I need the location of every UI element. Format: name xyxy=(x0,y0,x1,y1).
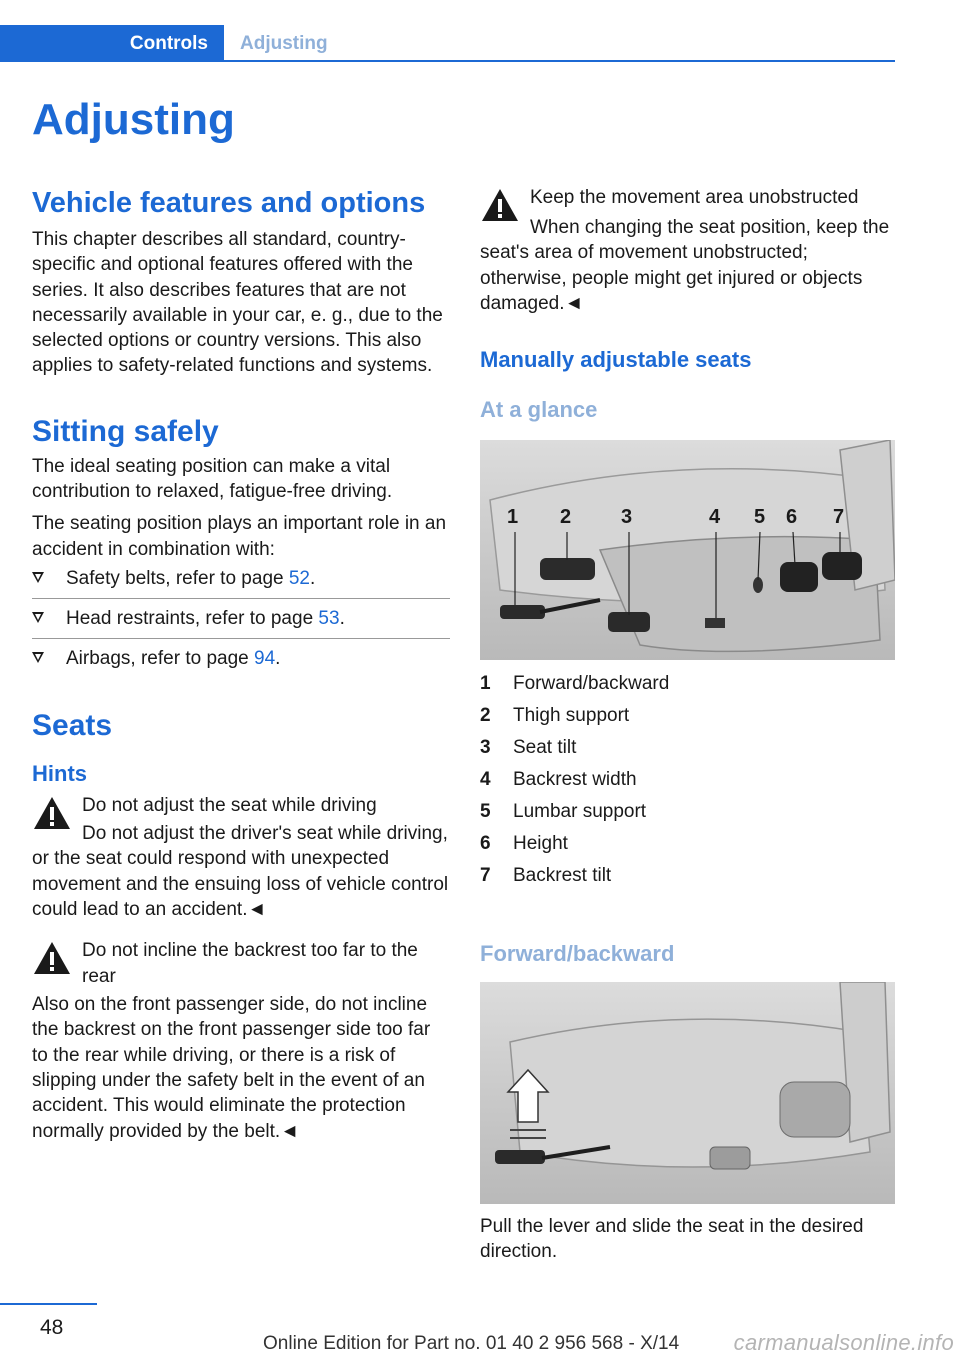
legend-item xyxy=(480,764,895,796)
page-link-53[interactable]: 53 xyxy=(318,607,340,629)
seat-illustration xyxy=(480,440,895,660)
legend-item xyxy=(480,700,895,732)
watermark: carmanualsonline.info xyxy=(733,1330,954,1355)
heading-hints: Hints xyxy=(32,760,87,786)
warning-title: Do not adjust the seat while driving xyxy=(82,794,377,816)
page-number: 48 xyxy=(40,1316,64,1339)
legend-label: Height xyxy=(513,833,568,855)
warning-triangle-icon xyxy=(32,940,72,976)
bullet-text: Head restraints, refer to page xyxy=(66,607,319,629)
left-column xyxy=(32,185,450,1144)
legend-label: Lumbar support xyxy=(513,801,647,823)
paragraph-vehicle-features: This chapter describes all standard, country-specific and optional features offered with the series. It also describes features that are not necessarily available in your car, e. g., due to the selected options or country versions. This also applies to safety-related functions and systems. xyxy=(32,229,443,377)
tab-adjusting[interactable]: Adjusting xyxy=(240,33,328,54)
callout-6: 6 xyxy=(786,506,798,529)
warning-backrest-incline xyxy=(32,938,450,1144)
callout-1: 1 xyxy=(507,506,519,529)
paragraph-seating-role: The seating position plays an important role in an accident in combination with: xyxy=(32,513,447,560)
seat-legend xyxy=(480,668,895,892)
list-item xyxy=(32,639,450,678)
bullet-text: Airbags, refer to page xyxy=(66,647,254,669)
legend-label: Backrest width xyxy=(513,769,637,791)
warning-body-text: Also on the front passenger side, do not incline the backrest on the front passenger side too far to the rear while driving, or there is a risk of slipping under the safety belt in the event of an accident. This would eliminate the protection normally provided by the belt.◄ xyxy=(32,994,431,1142)
paragraph-ideal-position: The ideal seating position can make a vital contribution to relaxed, fatigue-free driving. xyxy=(32,455,393,503)
legend-item xyxy=(480,860,895,892)
callout-5: 5 xyxy=(754,506,766,529)
heading-sitting-safely: Sitting safely xyxy=(32,414,219,448)
heading-vehicle-features: Vehicle features and options xyxy=(32,187,426,219)
warning-body xyxy=(480,215,895,316)
callout-4: 4 xyxy=(709,506,721,529)
callout-7: 7 xyxy=(833,506,845,529)
seat-overview-image xyxy=(480,440,895,660)
legend-item xyxy=(480,796,895,828)
warning-body-text: When changing the seat position, keep the seat's area of movement unobstructed; otherwise, people might get injured or objects damaged.◄ xyxy=(480,217,890,314)
warning-triangle-icon xyxy=(32,795,72,831)
legend-item xyxy=(480,828,895,860)
legend-number: 5 xyxy=(480,801,491,823)
heading-at-a-glance: At a glance xyxy=(480,397,598,423)
legend-label: Forward/backward xyxy=(513,673,670,695)
legend-number: 6 xyxy=(480,833,491,855)
heading-forward-backward: Forward/backward xyxy=(480,941,675,967)
warning-adjust-while-driving xyxy=(32,793,450,922)
legend-number: 3 xyxy=(480,737,491,759)
heading-seats: Seats xyxy=(32,708,113,742)
legend-number: 4 xyxy=(480,769,491,791)
list-item xyxy=(32,599,450,639)
heading-manual-seats: Manually adjustable seats xyxy=(480,347,752,373)
footer-divider xyxy=(0,1303,97,1305)
bullet-end: . xyxy=(310,567,316,589)
forward-backward-image xyxy=(480,982,895,1204)
warning-title: Keep the movement area unobstructed xyxy=(530,187,859,208)
warning-movement-area xyxy=(480,185,895,316)
legend-number: 2 xyxy=(480,705,491,727)
bullet-end: . xyxy=(339,607,345,629)
legend-number: 7 xyxy=(480,865,491,887)
legend-label: Seat tilt xyxy=(513,737,577,759)
chapter-header xyxy=(0,25,895,62)
triangle-bullet-icon xyxy=(32,652,44,663)
list-item xyxy=(32,566,450,599)
legend-label: Backrest tilt xyxy=(513,865,612,887)
edition-text: Online Edition for Part no. 01 40 2 956 568 - X/14 xyxy=(263,1333,680,1354)
page-title: Adjusting xyxy=(32,95,235,144)
right-column xyxy=(480,185,895,1265)
warning-triangle-icon xyxy=(480,187,520,223)
bullet-list xyxy=(32,566,450,678)
legend-label: Thigh support xyxy=(513,705,630,727)
legend-number: 1 xyxy=(480,673,491,695)
callout-3: 3 xyxy=(621,506,633,529)
warning-body xyxy=(32,821,450,922)
triangle-bullet-icon xyxy=(32,612,44,623)
paragraph-forward-backward: Pull the lever and slide the seat in the desired direction. xyxy=(480,1216,864,1263)
warning-body xyxy=(32,992,450,1144)
legend-item xyxy=(480,668,895,700)
callout-2: 2 xyxy=(560,506,572,529)
warning-title: Do not incline the backrest too far to the rear xyxy=(82,940,418,988)
page-link-52[interactable]: 52 xyxy=(288,567,310,589)
page-link-94[interactable]: 94 xyxy=(254,647,276,669)
bullet-text: Safety belts, refer to page xyxy=(66,567,289,589)
warning-body-text: Do not adjust the driver's seat while driving, or the seat could respond with unexpected movement and the ensuing loss of vehicle control could lead to an accident.◄ xyxy=(32,822,449,920)
triangle-bullet-icon xyxy=(32,572,44,583)
bullet-end: . xyxy=(275,647,281,669)
tab-controls[interactable]: Controls xyxy=(0,25,224,62)
seat-slide-illustration xyxy=(480,982,895,1204)
legend-item xyxy=(480,732,895,764)
